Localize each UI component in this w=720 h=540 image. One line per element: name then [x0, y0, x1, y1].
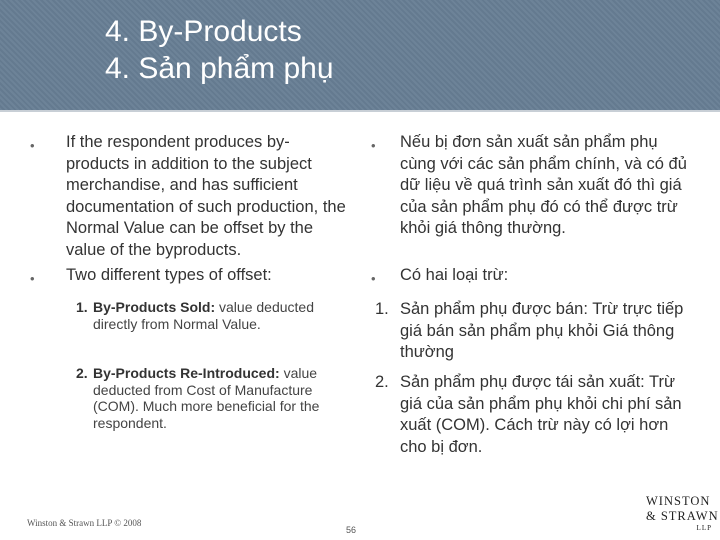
left-sub-2-heading: By-Products Re-Introduced: [93, 365, 280, 381]
left-sub-1-number: 1. [76, 299, 88, 315]
bullet-dot-icon: • [371, 271, 376, 286]
left-sub-1-heading: By-Products Sold: [93, 299, 216, 315]
left-sub-2 [93, 365, 338, 431]
slide-title-vietnamese: 4. Sản phẩm phụ [105, 52, 334, 85]
right-bullet-1: Nếu bị đơn sản xuất sản phẩm phụ cùng với các sản phẩm chính, và có đủ dữ liệu về quá trình sản xuất đó thì giá của sản phẩm phụ đó có thể được trừ khỏi giá thông thường. [400, 133, 687, 237]
logo-line-1: WINSTON [646, 494, 711, 508]
left-sub-2-text: value deducted from Cost of Manufacture (COM). Much more beneficial for the respondent. [93, 365, 320, 431]
bullet-dot-icon: • [30, 138, 35, 153]
left-sub-2-number: 2. [76, 365, 88, 381]
right-sub-2-number: 2. [375, 373, 389, 391]
bullet-dot-icon: • [30, 271, 35, 286]
footer-copyright: Winston & Strawn LLP © 2008 [27, 518, 142, 528]
logo-line-2: & STRAWN [646, 509, 719, 523]
left-bullet-1: If the respondent produces by-products in addition to the subject merchandise, and has sufficient documentation of such production, the Normal Value can be offset by the value of the byproducts. [66, 133, 346, 259]
slide-title-english: 4. By-Products [105, 15, 302, 48]
winston-strawn-logo [646, 494, 719, 532]
left-bullet-2: Two different types of offset: [66, 266, 272, 284]
page-number: 56 [346, 525, 357, 535]
title-banner [0, 0, 720, 110]
right-bullet-2: Có hai loại trừ: [400, 266, 509, 284]
header-divider [0, 110, 720, 112]
right-sub-2: Sản phẩm phụ được tái sản xuất: Trừ giá của sản phẩm phụ khỏi chi phí sản xuất (COM). Cách trừ này có lợi hơn cho bị đơn. [400, 373, 682, 456]
bullet-dot-icon: • [371, 138, 376, 153]
right-sub-1-number: 1. [375, 300, 389, 318]
logo-line-3: LLP [696, 524, 712, 532]
left-sub-1-text: value deducted directly from Normal Value. [93, 299, 314, 332]
right-sub-1: Sản phẩm phụ được bán: Trừ trực tiếp giá bán sản phẩm phụ khỏi Giá thông thường [400, 300, 684, 361]
left-sub-1 [93, 299, 333, 332]
